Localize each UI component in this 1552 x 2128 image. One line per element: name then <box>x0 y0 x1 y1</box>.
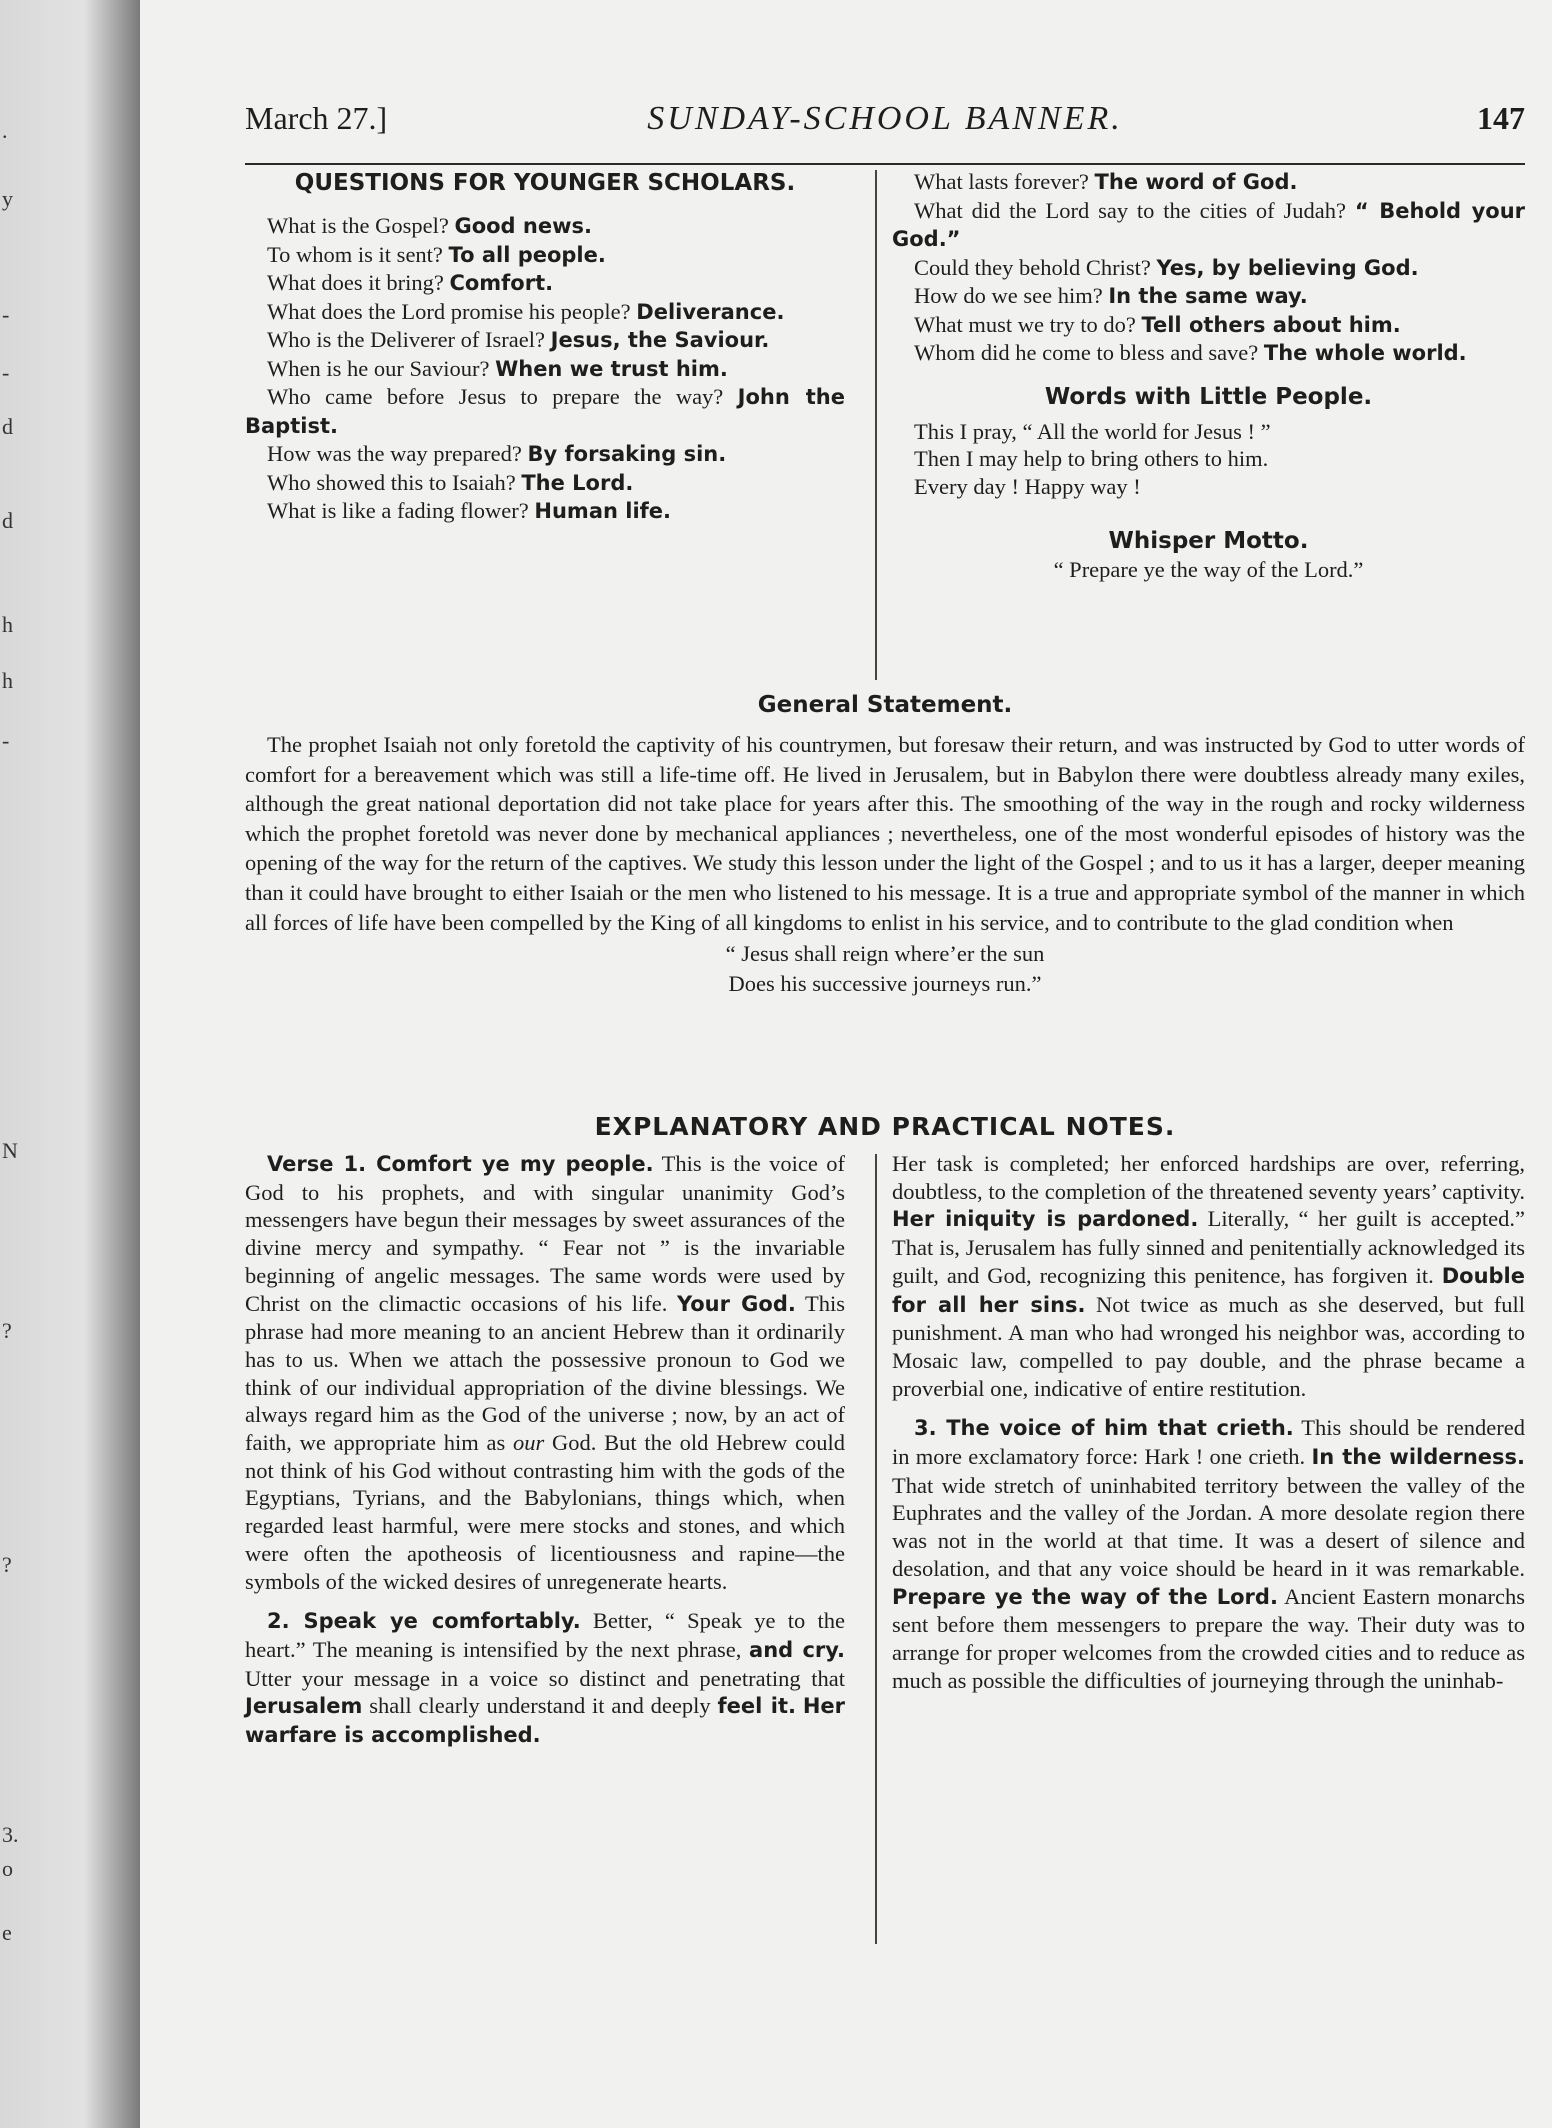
question-text: Who showed this to Isaiah? <box>267 469 516 495</box>
questions-column <box>245 168 845 526</box>
verse-1-text: This is the voice of God to his prophets, and with singular unanimity God’s messengers have begun their messages by sweet assurances of the divine mercy and sympathy. “ Fear not ” is the invariable beginning of angelic messages. The same words were used by Christ on the climactic occasions of his life. <box>245 1151 846 1316</box>
your-god-heading: Your God. <box>676 1291 796 1316</box>
feel-it-heading: feel it. <box>717 1694 797 1719</box>
general-statement <box>245 730 1525 999</box>
prepare-heading: Prepare ye the way of the Lord. <box>892 1584 1278 1609</box>
question-text: Who came before Jesus to prepare the way? <box>267 384 724 409</box>
question-item <box>892 311 1525 340</box>
gutter-fragment: ? <box>2 1318 12 1343</box>
page-header <box>245 100 1525 146</box>
verse-3-heading: 3. The voice of him that crieth. <box>914 1416 1294 1441</box>
verse-2-text-b: Utter your message in a voice so distinct and penetrating that <box>245 1665 845 1691</box>
gutter-fragment: ? <box>2 1552 12 1577</box>
notes-heading: EXPLANATORY AND PRACTICAL NOTES. <box>594 1112 1176 1141</box>
book-page <box>140 0 1552 2128</box>
verse-2-text-e: Literally, “ her guilt is accepted.” That is, Jerusalem has fully sinned and penitentially acknowledged its guilt, and God, recognizing this penitence, has forgiven it. <box>892 1206 1525 1288</box>
question-text: What does the Lord promise his people? <box>267 298 631 324</box>
answer-text: Good news. <box>454 214 592 238</box>
your-god-text: This phrase had more meaning to an ancient Hebrew than it ordinarily has to us. When we attach the possessive pronoun to God we think of our individual appropriation of the divine blessings. We always regard him as the God of the universe ; now, by an act of faith, we appropriate him as <box>245 1290 846 1456</box>
jerusalem-heading: Jerusalem <box>245 1694 363 1719</box>
verse-3-text-b: That wide stretch of uninhabited territory between the valley of the Euphrates and the valley of the Jordan. A more desolate region there was not in the world at that time. It was a desert of silence and desolation, and that any voice should be heard in it was remarkable. <box>892 1472 1525 1581</box>
question-item <box>245 212 845 241</box>
warfare-heading: Her warfare is accomplished. <box>245 1694 846 1748</box>
question-text: How was the way prepared? <box>267 441 522 466</box>
gutter-fragment: d <box>2 414 13 439</box>
question-text: Could they behold Christ? <box>914 254 1151 280</box>
general-statement-text: The prophet Isaiah not only foretold the captivity of his countrymen, but foresaw their return, and was instructed by God to utter words of comfort for a bereavement which was still a life-time off. He lived in Jerusalem, but in Babylon there were doubtless already many exiles, although the great national deportation did not take place for years after this. The smoothing of the way in the rough and rocky wilderness which the prophet foretold was never done by mechanical appliances ; nevertheless, one of the most wonderful episodes of history was the opening of the way for the return of the captives. We study this lesson under the light of the Gospel ; and to us it has a larger, deeper meaning than it could have brought to either Isaiah or the men who listened to his message. It is a true and appropriate symbol of the manner in which all forces of life have been compelled by the King of all kingdoms to enlist in his service, and to contribute to the glad condition when <box>245 732 1525 935</box>
question-text: What did the Lord say to the cities of Judah? <box>914 197 1346 223</box>
gutter-fragment: . <box>2 118 8 143</box>
answer-text: “ Behold your God.” <box>892 198 1526 251</box>
publication-title: SUNDAY-SCHOOL BANNER. <box>647 100 1123 137</box>
question-item <box>245 241 845 270</box>
gutter-fragment: o <box>2 1856 13 1881</box>
little-people-verse <box>892 418 1525 501</box>
question-item <box>245 469 845 498</box>
question-item <box>892 339 1525 368</box>
our-emphasis: our <box>512 1430 545 1456</box>
gutter-fragment: d <box>2 508 13 533</box>
notes-column-right <box>892 1150 1525 1706</box>
question-item <box>892 168 1525 197</box>
gutter-fragment: - <box>2 360 10 385</box>
verse-line: Every day ! Happy way ! <box>914 473 1141 499</box>
verse-2-text-c: shall clearly understand it and deeply <box>369 1693 711 1719</box>
question-text: What is like a fading flower? <box>267 498 529 523</box>
little-people-heading: Words with Little People. <box>1044 383 1373 410</box>
general-statement-heading: General Statement. <box>757 692 1013 718</box>
answer-text: Human life. <box>534 499 671 523</box>
page-number: 147 <box>1477 100 1525 136</box>
column-divider <box>875 170 877 680</box>
question-text: What is the Gospel? <box>267 213 449 238</box>
question-text: What must we try to do? <box>914 311 1136 337</box>
question-item <box>245 298 845 327</box>
your-god-text-cont: God. But the old Hebrew could not think of his God without contrasting him with the gods of the Egyptians, Tyrians, and the Babylonians, things which, when regarded least harmful, were mere stocks and stones, and which were often the apotheosis of licentiousness and rapine—the symbols of the wicked desires of unregenerate hearts. <box>245 1430 846 1594</box>
question-item <box>892 254 1525 283</box>
header-rule <box>245 163 1525 165</box>
gutter-fragment: - <box>2 302 10 327</box>
questions-heading: QUESTIONS FOR YOUNGER SCHOLARS. <box>294 170 796 196</box>
question-text: Whom did he come to bless and save? <box>914 340 1259 365</box>
hymn-quote <box>245 939 1525 999</box>
question-item <box>245 269 845 298</box>
question-item <box>245 383 845 440</box>
question-item <box>245 355 845 384</box>
gutter-fragment: - <box>2 728 10 753</box>
verse-2-text-f: Not twice as much as she deserved, but full punishment. A man who had wronged his neighbor was, according to Mosaic law, compelled to pay double, and the phrase became a proverbial one, indicative of entire restitution. <box>892 1291 1525 1401</box>
answer-text: The word of God. <box>1094 170 1298 194</box>
answer-text: To all people. <box>448 242 606 267</box>
question-item <box>245 497 845 526</box>
wilderness-heading: In the wilderness. <box>1311 1445 1526 1470</box>
questions-column-right <box>892 168 1525 584</box>
gutter-fragment: e <box>2 1920 12 1945</box>
answer-text: Jesus, the Saviour. <box>550 328 770 352</box>
gutter-fragment: 3. <box>2 1822 19 1847</box>
answer-text: Deliverance. <box>636 299 785 324</box>
double-heading: Double for all her sins. <box>892 1263 1526 1317</box>
question-item <box>245 440 845 469</box>
question-item <box>892 197 1525 254</box>
answer-text: Comfort. <box>449 271 554 295</box>
issue-date: March 27.] <box>245 100 388 136</box>
verse-line: This I pray, “ All the world for Jesus ! ” <box>914 418 1271 444</box>
question-text: What lasts forever? <box>914 169 1089 194</box>
verse-3-text: This should be rendered in more exclamatory force: Hark ! one crieth. <box>892 1415 1525 1470</box>
answer-text: Tell others about him. <box>1141 312 1401 337</box>
answer-text: The whole world. <box>1263 341 1467 365</box>
hymn-line: “ Jesus shall reign where’er the sun <box>725 941 1045 967</box>
question-text: What does it bring? <box>267 270 444 295</box>
answer-text: By forsaking sin. <box>527 442 727 466</box>
and-cry-heading: and cry. <box>749 1637 846 1662</box>
answer-text: In the same way. <box>1108 284 1308 308</box>
gutter-fragment: y <box>2 186 13 211</box>
verse-2-text-d: Her task is completed; her enforced hardships are over, referring, doubtless, to the completion of the threatened seventy years’ captivity. <box>892 1151 1525 1204</box>
questions-list-right <box>892 168 1525 368</box>
question-item <box>892 282 1525 311</box>
answer-text: John the Baptist. <box>245 385 846 438</box>
notes-column-left <box>245 1150 845 1762</box>
motto-heading: Whisper Motto. <box>1108 528 1309 554</box>
left-page-gutter <box>0 0 140 2128</box>
verse-line: Then I may help to bring others to him. <box>914 446 1269 471</box>
gutter-fragment: N <box>2 1138 18 1163</box>
gutter-fragment: h <box>2 612 13 637</box>
question-item <box>245 326 845 355</box>
notes-column-divider <box>875 1154 877 1944</box>
answer-text: The Lord. <box>521 470 634 495</box>
answer-text: Yes, by believing God. <box>1156 255 1419 280</box>
gutter-fragment: h <box>2 668 13 693</box>
verse-2-heading: 2. Speak ye comfortably. <box>267 1609 581 1634</box>
verse-1-heading: Verse 1. Comfort ye my people. <box>267 1152 654 1176</box>
question-text: When is he our Saviour? <box>267 355 490 381</box>
verse-2-text: Better, “ Speak ye to the heart.” The meaning is intensified by the next phrase, <box>245 1608 845 1662</box>
motto-text: “ Prepare ye the way of the Lord.” <box>1053 557 1364 582</box>
verse-3-text-c: Ancient Eastern monarchs sent before them messengers to prepare the way. Their duty was to arrange for proper welcomes from the crowded cities and to reduce as much as possible the difficulties of journeying through the uninhab- <box>892 1583 1525 1693</box>
question-text: Who is the Deliverer of Israel? <box>267 327 545 352</box>
hymn-line: Does his successive journeys run.” <box>728 971 1042 997</box>
question-text: How do we see him? <box>914 283 1103 308</box>
question-text: To whom is it sent? <box>267 241 443 267</box>
questions-list-left <box>245 212 845 526</box>
iniquity-heading: Her iniquity is pardoned. <box>892 1207 1199 1232</box>
answer-text: When we trust him. <box>495 356 728 381</box>
